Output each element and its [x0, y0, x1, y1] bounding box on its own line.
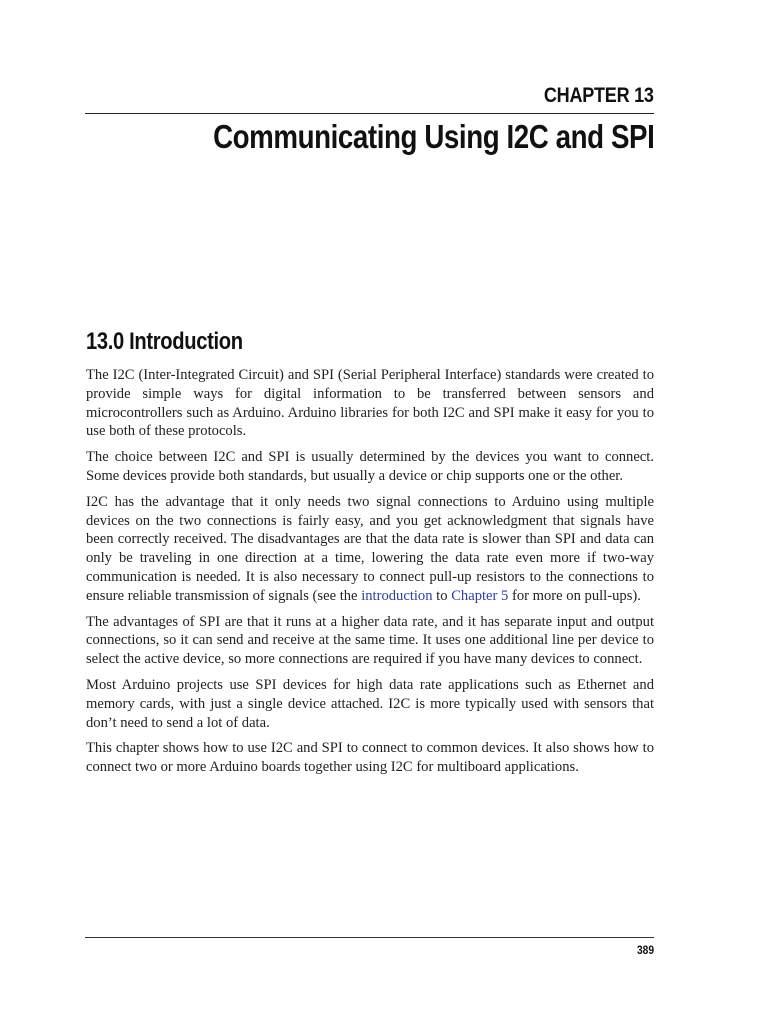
paragraph-1: The I2C (Inter-Integrated Circuit) and SPI (Serial Peripheral Interface) standards were created to provide simple ways for digital information to be transferred between sensors and microcontrollers such as Arduino. Arduino libraries for both I2C and SPI make it easy for you to use both of these protocols. [86, 367, 654, 440]
paragraph-3-text-b: to [432, 587, 452, 604]
chapter-label: CHAPTER 13 [544, 84, 654, 107]
paragraph-2: The choice between I2C and SPI is usually determined by the devices you want to connect. Some devices provide both standards, but usually a device or chip supports one or the other. [86, 449, 654, 484]
section-heading: 13.0 Introduction [86, 328, 243, 355]
introduction-link[interactable]: introduction [361, 587, 433, 604]
paragraph-5: Most Arduino projects use SPI devices for high data rate applications such as Ethernet and memory cards, with just a single device attached. I2C is more typically used with sensors that don’t need to send a lot of data. [86, 676, 654, 731]
footer-rule [85, 937, 654, 938]
paragraph-3-text-c: for more on pull-ups). [508, 587, 641, 604]
body-text [86, 366, 654, 784]
paragraph-3-text-a: I2C has the advantage that it only needs two signal connections to Arduino using multiple devices on the two connections is fairly easy, and you get acknowledgment that signals have been correctly received. The disadvantages are that the data rate is slower than SPI and data can only be traveling in one direction at a time, lowering the data rate even more if two-way communication is needed. It is also necessary to connect pull-up resistors to the connections to ensure reliable transmission of signals (see the [86, 493, 654, 604]
page-number: 389 [636, 943, 654, 957]
chapter-5-link[interactable]: Chapter 5 [451, 587, 509, 604]
chapter-rule [85, 113, 654, 114]
chapter-title: Communicating Using I2C and SPI [212, 118, 654, 155]
paragraph-4: The advantages of SPI are that it runs at a higher data rate, and it has separate input and output connections, so it can send and receive at the same time. It uses one additional line per device to select the active device, so more connections are required if you have many devices to connect. [86, 613, 654, 668]
paragraph-3 [86, 493, 654, 606]
paragraph-6: This chapter shows how to use I2C and SPI to connect to common devices. It also shows how to connect two or more Arduino boards together using I2C for multiboard applications. [86, 740, 654, 776]
